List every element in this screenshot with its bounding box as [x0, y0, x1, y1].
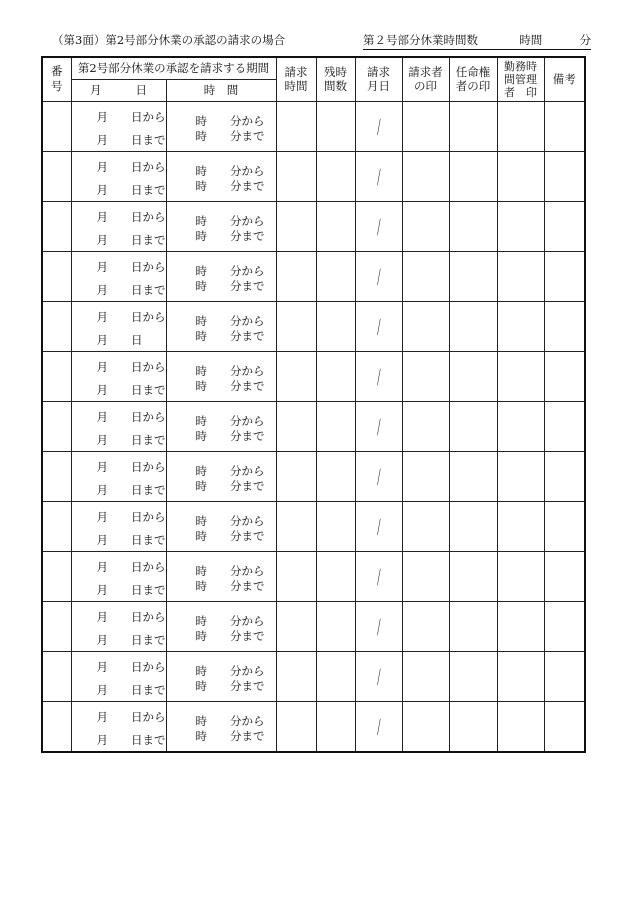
time-from-text: 時 分から	[195, 713, 265, 728]
appointer-seal-cell[interactable]	[449, 251, 497, 301]
time-range-cell[interactable]	[166, 651, 276, 701]
date-from-text: 月 日から	[96, 409, 166, 424]
requester-seal-cell[interactable]	[402, 551, 449, 601]
date-from-text: 月 日から	[96, 609, 166, 624]
date-range-cell[interactable]	[71, 401, 166, 451]
attendance-manager-seal-cell[interactable]	[497, 701, 544, 752]
requester-seal-cell[interactable]	[402, 601, 449, 651]
remarks-cell[interactable]	[544, 301, 585, 351]
remarks-cell[interactable]	[544, 701, 585, 752]
requester-seal-cell[interactable]	[402, 101, 449, 151]
request-date-cell[interactable]	[355, 551, 402, 601]
request-date-cell[interactable]	[355, 501, 402, 551]
remaining-hours-cell[interactable]	[316, 301, 355, 351]
appointer-seal-cell[interactable]	[449, 151, 497, 201]
requester-seal-cell[interactable]	[402, 401, 449, 451]
time-from-text: 時 分から	[195, 313, 265, 328]
remaining-hours-cell[interactable]	[316, 201, 355, 251]
row-number-cell[interactable]	[42, 501, 71, 551]
date-from-text: 月 日から	[96, 559, 166, 574]
date-range-cell[interactable]	[71, 601, 166, 651]
request-date-cell[interactable]	[355, 401, 402, 451]
table-row	[42, 651, 585, 701]
time-range-cell[interactable]	[166, 551, 276, 601]
time-from-text: 時 分から	[195, 413, 265, 428]
request-date-cell[interactable]	[355, 201, 402, 251]
remaining-hours-cell[interactable]	[316, 501, 355, 551]
date-separator: ／	[370, 667, 390, 688]
requester-seal-cell[interactable]	[402, 451, 449, 501]
request-date-cell[interactable]	[355, 701, 402, 752]
appointer-seal-cell[interactable]	[449, 401, 497, 451]
remaining-hours-cell[interactable]	[316, 551, 355, 601]
date-from-text: 月 日から	[96, 159, 166, 174]
time-range-cell[interactable]	[166, 101, 276, 151]
requester-seal-cell[interactable]	[402, 151, 449, 201]
time-from-text: 時 分から	[195, 113, 265, 128]
date-range-cell[interactable]	[71, 501, 166, 551]
attendance-manager-seal-cell[interactable]	[497, 451, 544, 501]
appointer-seal-cell[interactable]	[449, 501, 497, 551]
remaining-hours-cell[interactable]	[316, 651, 355, 701]
request-hours-cell[interactable]	[276, 101, 316, 151]
date-to-text: 月 日まで	[96, 182, 166, 197]
date-to-text: 月 日まで	[96, 532, 166, 547]
hours-unit: 時間	[519, 33, 543, 47]
remaining-hours-cell[interactable]	[316, 351, 355, 401]
time-from-text: 時 分から	[195, 263, 265, 278]
request-hours-cell[interactable]	[276, 351, 316, 401]
attendance-manager-seal-cell[interactable]	[497, 251, 544, 301]
remaining-hours-cell[interactable]	[316, 701, 355, 752]
appointer-seal-header: 任命権者の印	[449, 57, 497, 101]
period-group-header: 第2号部分休業の承認を請求する期間	[71, 57, 276, 79]
requester-seal-cell[interactable]	[402, 201, 449, 251]
time-from-text: 時 分から	[195, 613, 265, 628]
date-separator: ／	[370, 267, 390, 288]
time-to-text: 時 分まで	[195, 628, 265, 643]
date-range-cell[interactable]	[71, 201, 166, 251]
table-row	[42, 101, 585, 151]
remaining-hours-cell[interactable]	[316, 401, 355, 451]
date-from-text: 月 日から	[96, 509, 166, 524]
requester-seal-cell[interactable]	[402, 301, 449, 351]
requester-seal-cell[interactable]	[402, 701, 449, 752]
remaining-hours-cell[interactable]	[316, 451, 355, 501]
remarks-cell[interactable]	[544, 201, 585, 251]
table-row	[42, 151, 585, 201]
request-date-cell[interactable]	[355, 601, 402, 651]
attendance-manager-seal-cell[interactable]	[497, 101, 544, 151]
time-from-text: 時 分から	[195, 563, 265, 578]
date-to-text: 月 日まで	[96, 582, 166, 597]
date-range-cell[interactable]	[71, 551, 166, 601]
appointer-seal-cell[interactable]	[449, 101, 497, 151]
date-to-text: 月 日まで	[96, 732, 166, 747]
table-row	[42, 701, 585, 752]
table-row	[42, 201, 585, 251]
time-to-text: 時 分まで	[195, 478, 265, 493]
date-to-text: 月 日まで	[96, 432, 166, 447]
appointer-seal-cell[interactable]	[449, 351, 497, 401]
attendance-manager-seal-cell[interactable]	[497, 401, 544, 451]
time-range-cell[interactable]	[166, 201, 276, 251]
remarks-cell[interactable]	[544, 551, 585, 601]
request-hours-cell[interactable]	[276, 451, 316, 501]
date-range-cell[interactable]	[71, 251, 166, 301]
minutes-unit: 分	[579, 33, 592, 47]
time-to-text: 時 分まで	[195, 428, 265, 443]
date-range-cell[interactable]	[71, 151, 166, 201]
attendance-manager-seal-cell[interactable]	[497, 601, 544, 651]
request-hours-cell[interactable]	[276, 601, 316, 651]
time-range-cell[interactable]	[166, 251, 276, 301]
request-date-cell[interactable]	[355, 651, 402, 701]
date-to-text: 月 日まで	[96, 232, 166, 247]
request-date-cell[interactable]	[355, 451, 402, 501]
number-header: 番号	[42, 57, 71, 101]
attendance-manager-seal-cell[interactable]	[497, 201, 544, 251]
time-to-text: 時 分まで	[195, 178, 265, 193]
row-number-cell[interactable]	[42, 401, 71, 451]
remarks-cell[interactable]	[544, 601, 585, 651]
row-number-cell[interactable]	[42, 201, 71, 251]
date-range-cell[interactable]	[71, 451, 166, 501]
remaining-hours-header: 残時間数	[316, 57, 355, 101]
row-number-cell[interactable]	[42, 701, 71, 752]
date-to-text: 月 日まで	[96, 682, 166, 697]
date-from-text: 月 日から	[96, 259, 166, 274]
remaining-hours-cell[interactable]	[316, 251, 355, 301]
row-number-cell[interactable]	[42, 351, 71, 401]
request-hours-cell[interactable]	[276, 501, 316, 551]
time-to-text: 時 分まで	[195, 528, 265, 543]
remarks-cell[interactable]	[544, 151, 585, 201]
date-from-text: 月 日から	[96, 459, 166, 474]
form-header	[52, 32, 592, 48]
time-to-text: 時 分まで	[195, 728, 265, 743]
table-row	[42, 501, 585, 551]
date-separator: ／	[370, 367, 390, 388]
row-number-cell[interactable]	[42, 301, 71, 351]
date-separator: ／	[370, 567, 390, 588]
appointer-seal-cell[interactable]	[449, 301, 497, 351]
row-number-cell[interactable]	[42, 451, 71, 501]
request-hours-cell[interactable]	[276, 251, 316, 301]
request-date-cell[interactable]	[355, 101, 402, 151]
request-hours-cell[interactable]	[276, 651, 316, 701]
row-number-cell[interactable]	[42, 101, 71, 151]
date-separator: ／	[370, 717, 390, 738]
request-hours-cell[interactable]	[276, 151, 316, 201]
row-number-cell[interactable]	[42, 601, 71, 651]
remarks-cell[interactable]	[544, 451, 585, 501]
time-to-text: 時 分まで	[195, 278, 265, 293]
total-hours-label: 第２号部分休業時間数	[363, 33, 478, 47]
time-from-text: 時 分から	[195, 663, 265, 678]
date-separator: ／	[370, 517, 390, 538]
appointer-seal-cell[interactable]	[449, 551, 497, 601]
row-number-cell[interactable]	[42, 651, 71, 701]
date-separator: ／	[370, 117, 390, 138]
date-range-cell[interactable]	[71, 651, 166, 701]
time-to-text: 時 分まで	[195, 678, 265, 693]
time-range-cell[interactable]	[166, 451, 276, 501]
date-to-text: 月 日まで	[96, 382, 166, 397]
total-hours-field	[363, 32, 591, 50]
time-from-text: 時 分から	[195, 163, 265, 178]
date-from-text: 月 日から	[96, 359, 166, 374]
table-row	[42, 301, 585, 351]
date-range-cell[interactable]	[71, 701, 166, 752]
table-row	[42, 251, 585, 301]
month-day-header: 月 日	[71, 79, 166, 101]
date-separator: ／	[370, 617, 390, 638]
date-from-text: 月 日から	[96, 109, 166, 124]
appointer-seal-cell[interactable]	[449, 451, 497, 501]
time-range-cell[interactable]	[166, 401, 276, 451]
form-title: （第3面）第2号部分休業の承認の請求の場合	[52, 33, 286, 47]
request-date-cell[interactable]	[355, 151, 402, 201]
table-row	[42, 351, 585, 401]
appointer-seal-cell[interactable]	[449, 601, 497, 651]
remarks-cell[interactable]	[544, 101, 585, 151]
date-from-text: 月 日から	[96, 659, 166, 674]
attendance-manager-seal-cell[interactable]	[497, 301, 544, 351]
requester-seal-cell[interactable]	[402, 651, 449, 701]
table-row	[42, 451, 585, 501]
remaining-hours-cell[interactable]	[316, 601, 355, 651]
time-range-cell[interactable]	[166, 701, 276, 752]
time-from-text: 時 分から	[195, 513, 265, 528]
date-range-cell[interactable]	[71, 101, 166, 151]
time-from-text: 時 分から	[195, 213, 265, 228]
appointer-seal-cell[interactable]	[449, 651, 497, 701]
table-row	[42, 601, 585, 651]
date-from-text: 月 日から	[96, 309, 166, 324]
remarks-cell[interactable]	[544, 501, 585, 551]
date-to-text: 月 日まで	[96, 282, 166, 297]
attendance-manager-seal-cell[interactable]	[497, 501, 544, 551]
requester-seal-cell[interactable]	[402, 501, 449, 551]
remarks-cell[interactable]	[544, 651, 585, 701]
time-to-text: 時 分まで	[195, 578, 265, 593]
date-to-text: 月 日	[96, 332, 143, 347]
table-row	[42, 401, 585, 451]
requester-seal-cell[interactable]	[402, 251, 449, 301]
date-from-text: 月 日から	[96, 209, 166, 224]
remarks-cell[interactable]	[544, 351, 585, 401]
table-row	[42, 551, 585, 601]
date-range-cell[interactable]	[71, 351, 166, 401]
remaining-hours-cell[interactable]	[316, 151, 355, 201]
attendance-manager-seal-cell[interactable]	[497, 651, 544, 701]
request-hours-cell[interactable]	[276, 701, 316, 752]
time-to-text: 時 分まで	[195, 378, 265, 393]
requester-seal-cell[interactable]	[402, 351, 449, 401]
time-range-cell[interactable]	[166, 501, 276, 551]
date-to-text: 月 日まで	[96, 482, 166, 497]
remaining-hours-cell[interactable]	[316, 101, 355, 151]
time-range-cell[interactable]	[166, 301, 276, 351]
time-from-text: 時 分から	[195, 363, 265, 378]
request-date-header: 請求月日	[355, 57, 402, 101]
time-range-cell[interactable]	[166, 351, 276, 401]
request-date-cell[interactable]	[355, 301, 402, 351]
date-to-text: 月 日まで	[96, 132, 166, 147]
date-to-text: 月 日まで	[96, 632, 166, 647]
remarks-header: 備考	[544, 57, 585, 101]
time-range-cell[interactable]	[166, 601, 276, 651]
time-range-cell[interactable]	[166, 151, 276, 201]
date-separator: ／	[370, 467, 390, 488]
time-to-text: 時 分まで	[195, 328, 265, 343]
date-separator: ／	[370, 417, 390, 438]
request-date-cell[interactable]	[355, 351, 402, 401]
appointer-seal-cell[interactable]	[449, 201, 497, 251]
remarks-cell[interactable]	[544, 401, 585, 451]
attendance-manager-seal-cell[interactable]	[497, 151, 544, 201]
date-separator: ／	[370, 217, 390, 238]
attendance-manager-seal-header: 勤務時間管理者 印	[497, 57, 544, 101]
appointer-seal-cell[interactable]	[449, 701, 497, 752]
date-range-cell[interactable]	[71, 301, 166, 351]
row-number-cell[interactable]	[42, 251, 71, 301]
date-from-text: 月 日から	[96, 709, 166, 724]
attendance-manager-seal-cell[interactable]	[497, 551, 544, 601]
request-date-cell[interactable]	[355, 251, 402, 301]
date-separator: ／	[370, 317, 390, 338]
remarks-cell[interactable]	[544, 251, 585, 301]
attendance-manager-seal-cell[interactable]	[497, 351, 544, 401]
date-separator: ／	[370, 167, 390, 188]
request-hours-header: 請求時間	[276, 57, 316, 101]
partial-leave-request-table	[41, 56, 586, 753]
requester-seal-header: 請求者の印	[402, 57, 449, 101]
row-number-cell[interactable]	[42, 551, 71, 601]
request-hours-cell[interactable]	[276, 401, 316, 451]
time-from-text: 時 分から	[195, 463, 265, 478]
request-hours-cell[interactable]	[276, 551, 316, 601]
time-header: 時 間	[166, 79, 276, 101]
request-hours-cell[interactable]	[276, 201, 316, 251]
request-hours-cell[interactable]	[276, 301, 316, 351]
row-number-cell[interactable]	[42, 151, 71, 201]
time-to-text: 時 分まで	[195, 128, 265, 143]
time-to-text: 時 分まで	[195, 228, 265, 243]
